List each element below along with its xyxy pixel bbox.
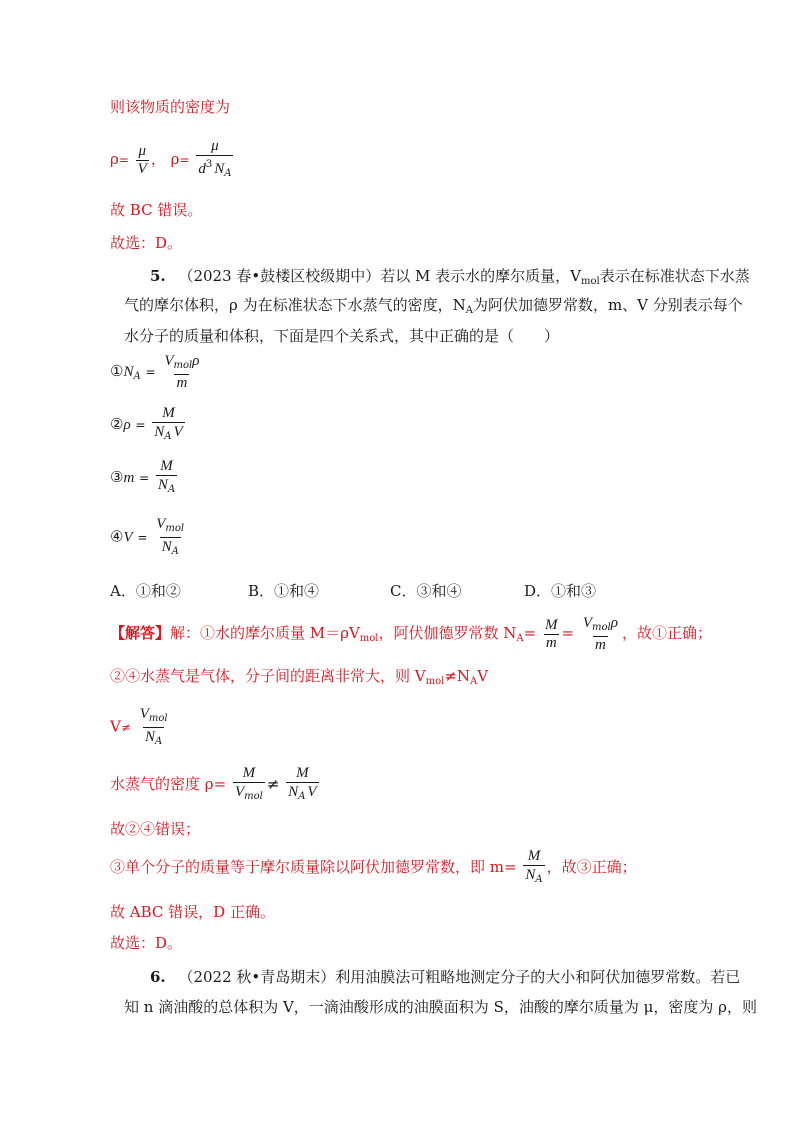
answer-4-text: 故选：D。 xyxy=(110,234,183,252)
formula-mu-over-d3na: $\frac{\mu}{d^3 N_A}$ xyxy=(196,138,233,182)
q5-formula-4: ④V = $\frac{V_{mol}}{N_A}$ xyxy=(110,515,188,560)
q5-option-c[interactable]: C．③和④ xyxy=(390,582,462,600)
sol5-line1: 【解答】解：①水的摩尔质量 $M=\rho V_{mol}$，阿伏伽德罗常数 $N_A=$ $\frac{M}{m}$ = $\frac{V_{mol}\rho}{m}$ ，故①正确； xyxy=(110,615,712,653)
formula-mu-over-v: $\frac{\mu}{V}$ xyxy=(137,142,147,177)
density-intro: 则该物质的密度为 xyxy=(110,98,231,116)
sol5-line5: 故②④错误； xyxy=(110,820,201,838)
sol5-line7: 故 ABC 错误，D 正确。 xyxy=(110,903,275,921)
q5-line2: 气的摩尔体积，ρ 为在标准状态下水蒸气的密度，$N_A$为阿伏加德罗常数，m、V 分别表示每个 xyxy=(124,296,743,316)
q5-line3: 水分子的质量和体积，下面是四个关系式，其中正确的是（ ） xyxy=(124,327,560,345)
q5-line1: 5. （2023 春•鼓楼区校级期中）若以 M 表示水的摩尔质量，$V_{mol}$表示在标准状态下水蒸 xyxy=(150,267,750,287)
q5-option-a[interactable]: A．①和② xyxy=(110,582,181,600)
q6-line2: 知 n 滴油酸的总体积为 V，一滴油酸形成的油膜面积为 S，油酸的摩尔质量为 μ，密度为 ρ，则 xyxy=(124,998,757,1016)
q5-option-d[interactable]: D．①和③ xyxy=(524,582,597,600)
sol5-line4: 水蒸气的密度 ρ= $\frac{M}{V_{mol}}$ ≠ $\frac{M}{N_A V}$ xyxy=(110,765,321,805)
sol5-line3: V≠ $\frac{V_{mol}}{N_A}$ xyxy=(110,705,172,750)
bc-wrong-text: 故 BC 错误。 xyxy=(110,201,203,219)
q5-formula-3: ③m = $\frac{M}{N_A}$ xyxy=(110,458,179,498)
q5-formula-2: ②ρ = $\frac{M}{N_A V}$ xyxy=(110,405,187,445)
sol5-line6: ③单个分子的质量等于摩尔质量除以阿伏加德罗常数，即 m= $\frac{M}{N_A}$ ，故③正确； xyxy=(110,848,637,888)
density-formulas: ρ= $\frac{\mu}{V}$ ， ρ= $\frac{\mu}{d^3 N_A}$ xyxy=(110,138,235,182)
answer-5-text: 故选：D。 xyxy=(110,934,183,952)
q5-option-b[interactable]: B．①和④ xyxy=(248,582,320,600)
q5-formula-1: $①N_A$ = $\frac{V_{mol}\rho}{m}$ xyxy=(110,353,200,391)
sol5-line2: ②④水蒸气是气体，分子间的距离非常大，则 $V_{mol}\ne N_AV$ xyxy=(110,667,489,687)
q6-line1: 6. （2022 秋•青岛期末）利用油膜法可粗略地测定分子的大小和阿伏加德罗常数。若已 xyxy=(150,968,741,986)
